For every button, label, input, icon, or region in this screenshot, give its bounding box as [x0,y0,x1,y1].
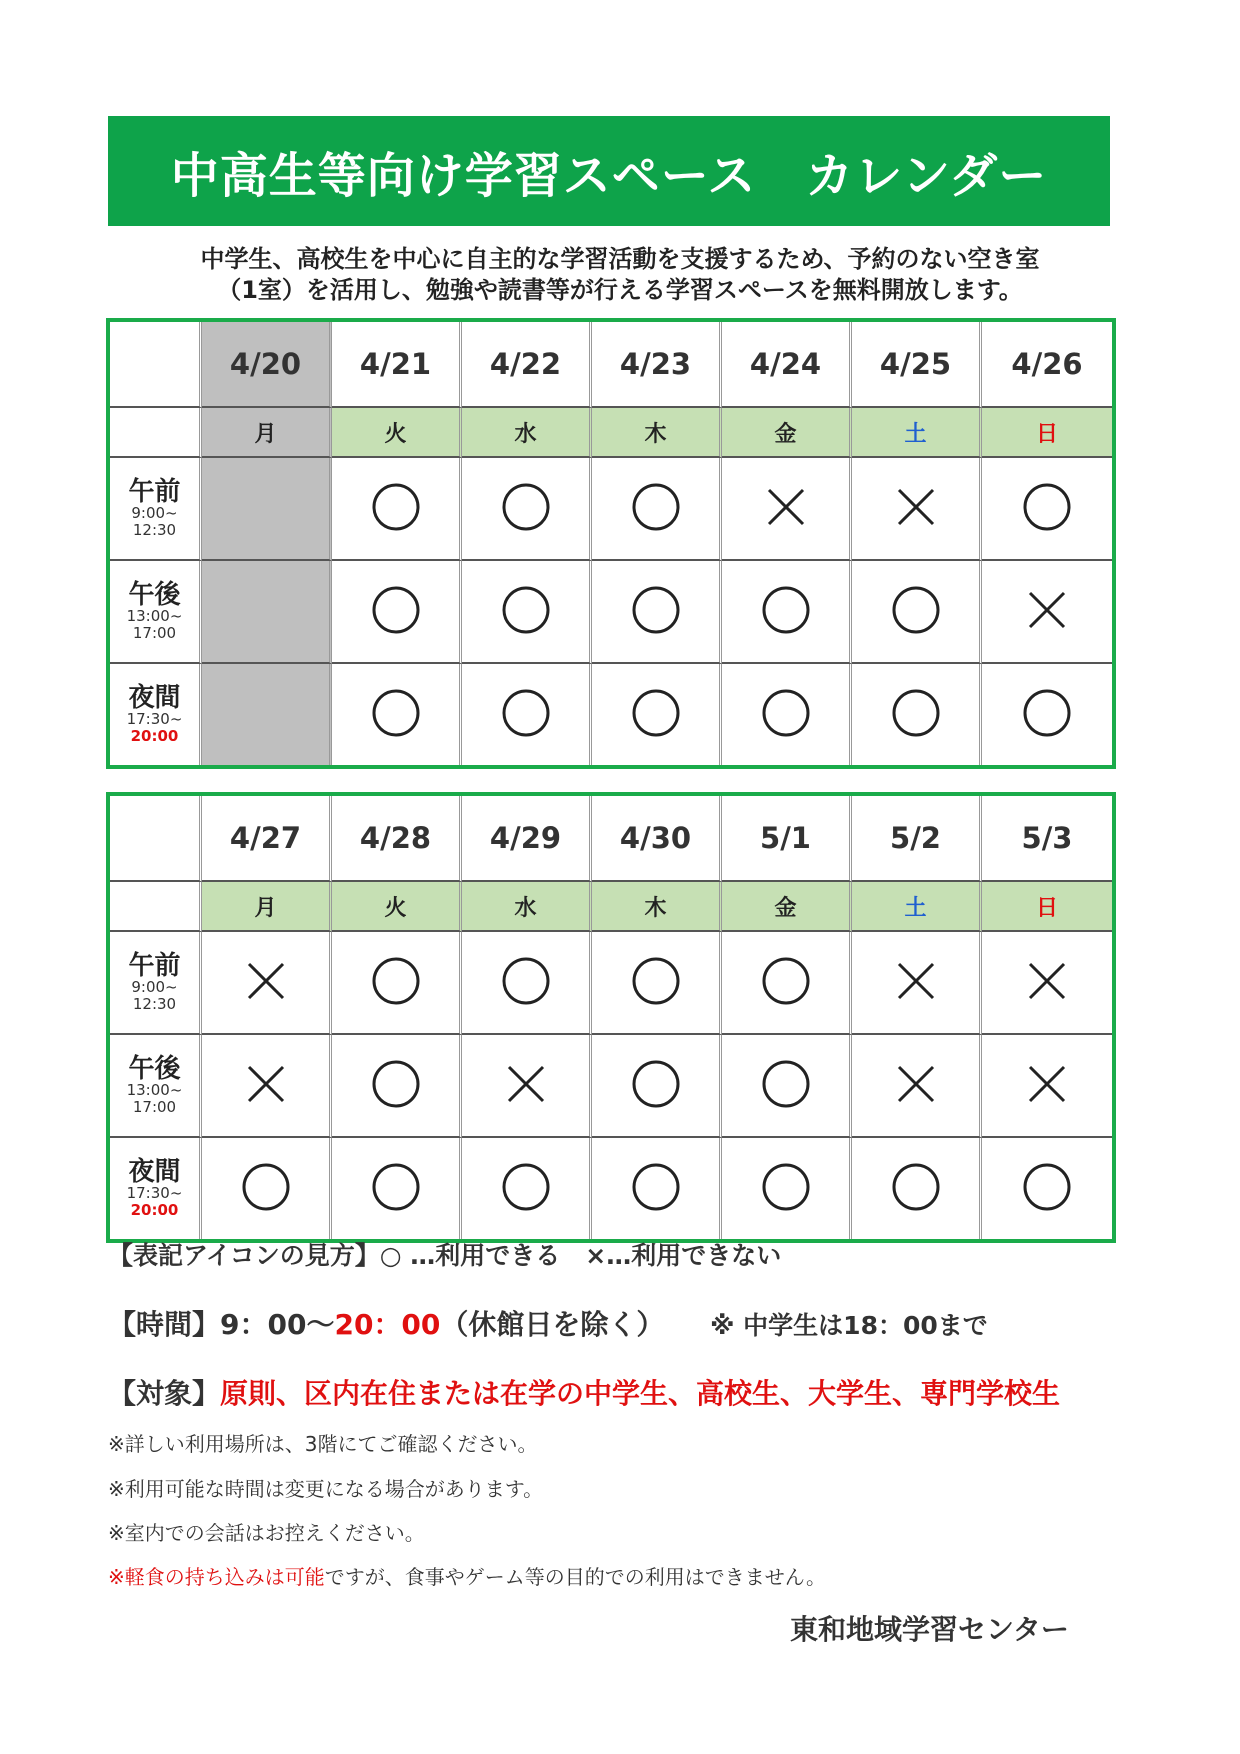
slot-name: 午後 [128,579,181,610]
availability-cell [202,1138,332,1239]
note-location: ※詳しい利用場所は、3階にてご確認ください。 [108,1432,538,1456]
available-circle-icon [371,1162,421,1212]
time-slot-label [110,458,202,561]
note-hours-change: ※利用可能な時間は変更になる場合があります。 [108,1477,544,1501]
available-circle-icon [1022,1162,1072,1212]
slot-start-time: 13:00~ [126,1080,183,1099]
slot-end-time: 17:00 [132,1097,177,1116]
available-circle-icon [1022,688,1072,738]
slot-end-time: 12:30 [132,994,177,1013]
target-text: 原則、区内在住または在学の中学生、高校生、大学生、専門学校生 [220,1377,1061,1410]
availability-cell [852,932,982,1035]
availability-cell [592,458,722,561]
date-cell: 4/25 [852,322,982,408]
slot-start-time: 17:30~ [126,1183,183,1202]
available-circle-icon [891,585,941,635]
availability-cell [332,458,462,561]
availability-cell [852,1035,982,1138]
time-slot-row [110,458,1112,561]
time-slot-row [110,664,1112,765]
slot-end-time: 17:00 [132,623,177,642]
available-circle-icon [761,688,811,738]
availability-cell [722,1035,852,1138]
time-slot-label [110,664,202,765]
intro-text [100,244,1140,306]
availability-cell [202,932,332,1035]
target-info [108,1372,1060,1412]
availability-cell [982,458,1112,561]
availability-cell [852,1138,982,1239]
available-circle-icon [501,482,551,532]
weekday-cell: 月 [202,408,332,458]
availability-cell [722,561,852,664]
icon-legend-heading: 【表記アイコンの見方】 [108,1241,380,1270]
weekday-cell: 金 [722,408,852,458]
availability-cell [332,1035,462,1138]
time-slot-row [110,932,1112,1035]
unavailable-cross-icon [241,956,291,1006]
available-circle-icon [761,585,811,635]
time-slot-label [110,561,202,664]
availability-cell [462,561,592,664]
date-cell: 4/24 [722,322,852,408]
weekday-cell: 土 [852,882,982,932]
date-cell: 4/29 [462,796,592,882]
hours-info [108,1303,988,1343]
icon-legend [108,1236,781,1272]
unavailable-cross-icon [891,956,941,1006]
hours-note: ※ 中学生は18：00まで [710,1311,988,1340]
time-slot-label [110,932,202,1035]
calendar-table [110,322,1112,765]
availability-cell [202,1035,332,1138]
slot-name: 午前 [128,950,181,981]
date-cell: 4/23 [592,322,722,408]
available-circle-icon [501,956,551,1006]
availability-cell [202,561,332,664]
availability-cell [852,458,982,561]
slot-end-time: 20:00 [130,726,179,745]
date-cell: 4/28 [332,796,462,882]
available-circle-icon [371,688,421,738]
availability-cell [462,458,592,561]
availability-cell [852,561,982,664]
availability-cell [982,664,1112,765]
available-circle-icon [761,1162,811,1212]
date-cell: 4/22 [462,322,592,408]
weekday-cell: 月 [202,882,332,932]
availability-cell [722,932,852,1035]
unavailable-cross-icon [891,1059,941,1109]
available-circle-icon [371,1059,421,1109]
weekday-cell: 日 [982,882,1112,932]
weekday-cell: 土 [852,408,982,458]
date-cell: 5/3 [982,796,1112,882]
slot-end-time: 20:00 [130,1200,179,1219]
note-quiet: ※室内での会話はお控えください。 [108,1521,425,1545]
slot-start-time: 13:00~ [126,606,183,625]
availability-cell [332,561,462,664]
corner-cell [110,408,202,458]
availability-cell [462,1035,592,1138]
slot-name: 夜間 [128,682,181,713]
weekday-cell: 水 [462,408,592,458]
availability-cell [852,664,982,765]
weekday-cell: 火 [332,408,462,458]
available-circle-icon [501,1162,551,1212]
availability-cell [722,458,852,561]
availability-cell [462,664,592,765]
weekday-cell: 日 [982,408,1112,458]
availability-cell [982,561,1112,664]
icon-legend-text: ○ …利用できる ×…利用できない [379,1241,782,1270]
availability-cell [332,1138,462,1239]
unavailable-cross-icon [241,1059,291,1109]
weekday-row [110,882,1112,932]
slot-name: 午後 [128,1053,181,1084]
available-circle-icon [631,585,681,635]
weekday-cell: 木 [592,882,722,932]
available-circle-icon [631,1162,681,1212]
availability-cell [462,932,592,1035]
date-row [110,322,1112,408]
time-slot-row [110,561,1112,664]
availability-cell [592,561,722,664]
available-circle-icon [501,688,551,738]
available-circle-icon [631,1059,681,1109]
availability-cell [982,1138,1112,1239]
weekday-cell: 木 [592,408,722,458]
available-circle-icon [761,956,811,1006]
corner-cell [110,882,202,932]
date-cell: 5/1 [722,796,852,882]
available-circle-icon [761,1059,811,1109]
weekday-row [110,408,1112,458]
time-slot-label [110,1138,202,1239]
note-food-rest: ですが、食事やゲーム等の目的での利用はできません。 [324,1565,826,1589]
available-circle-icon [241,1162,291,1212]
date-cell: 4/27 [202,796,332,882]
availability-cell [202,458,332,561]
available-circle-icon [631,688,681,738]
date-cell: 5/2 [852,796,982,882]
slot-start-time: 9:00~ [131,977,178,996]
calendar-week-2 [106,792,1116,1243]
page-title-banner [108,116,1110,226]
availability-cell [592,664,722,765]
available-circle-icon [501,585,551,635]
hours-end: 20：00 [334,1308,441,1341]
availability-cell [982,932,1112,1035]
date-cell: 4/20 [202,322,332,408]
date-row [110,796,1112,882]
availability-cell [332,932,462,1035]
slot-start-time: 17:30~ [126,709,183,728]
hours-except: （休館日を除く） [440,1308,665,1341]
weekday-cell: 金 [722,882,852,932]
available-circle-icon [371,482,421,532]
available-circle-icon [891,688,941,738]
time-slot-label [110,1035,202,1138]
unavailable-cross-icon [1022,1059,1072,1109]
note-food-allowed: 軽食の持ち込みは可能 [124,1565,325,1589]
slot-name: 夜間 [128,1156,181,1187]
date-cell: 4/30 [592,796,722,882]
target-heading: 【対象】 [108,1377,221,1410]
intro-line-2: （1室）を活用し、勉強や読書等が行える学習スペースを無料開放します。 [217,276,1023,304]
date-cell: 4/21 [332,322,462,408]
hours-heading: 【時間】 [108,1308,221,1341]
calendar-week-1 [106,318,1116,769]
calendar-table [110,796,1112,1239]
slot-name: 午前 [128,476,181,507]
unavailable-cross-icon [761,482,811,532]
availability-cell [982,1035,1112,1138]
unavailable-cross-icon [1022,585,1072,635]
unavailable-cross-icon [891,482,941,532]
slot-end-time: 12:30 [132,520,177,539]
note-food [108,1561,826,1590]
available-circle-icon [371,956,421,1006]
availability-cell [592,1138,722,1239]
availability-cell [722,664,852,765]
availability-cell [592,932,722,1035]
organization-name: 東和地域学習センター [790,1613,1069,1646]
slot-start-time: 9:00~ [131,503,178,522]
hours-start: 9：00～ [220,1308,335,1341]
time-slot-row [110,1138,1112,1239]
availability-cell [332,664,462,765]
availability-cell [202,664,332,765]
date-cell: 4/26 [982,322,1112,408]
available-circle-icon [631,482,681,532]
intro-line-1: 中学生、高校生を中心に自主的な学習活動を支援するため、予約のない空き室 [200,245,1040,273]
available-circle-icon [631,956,681,1006]
weekday-cell: 水 [462,882,592,932]
availability-cell [722,1138,852,1239]
available-circle-icon [371,585,421,635]
unavailable-cross-icon [501,1059,551,1109]
available-circle-icon [891,1162,941,1212]
note-food-mark: ※ [108,1565,125,1589]
availability-cell [592,1035,722,1138]
page-title: 中高生等向け学習スペース カレンダー [170,147,1048,204]
available-circle-icon [1022,482,1072,532]
time-slot-row [110,1035,1112,1138]
unavailable-cross-icon [1022,956,1072,1006]
weekday-cell: 火 [332,882,462,932]
corner-cell [110,322,202,408]
corner-cell [110,796,202,882]
availability-cell [462,1138,592,1239]
